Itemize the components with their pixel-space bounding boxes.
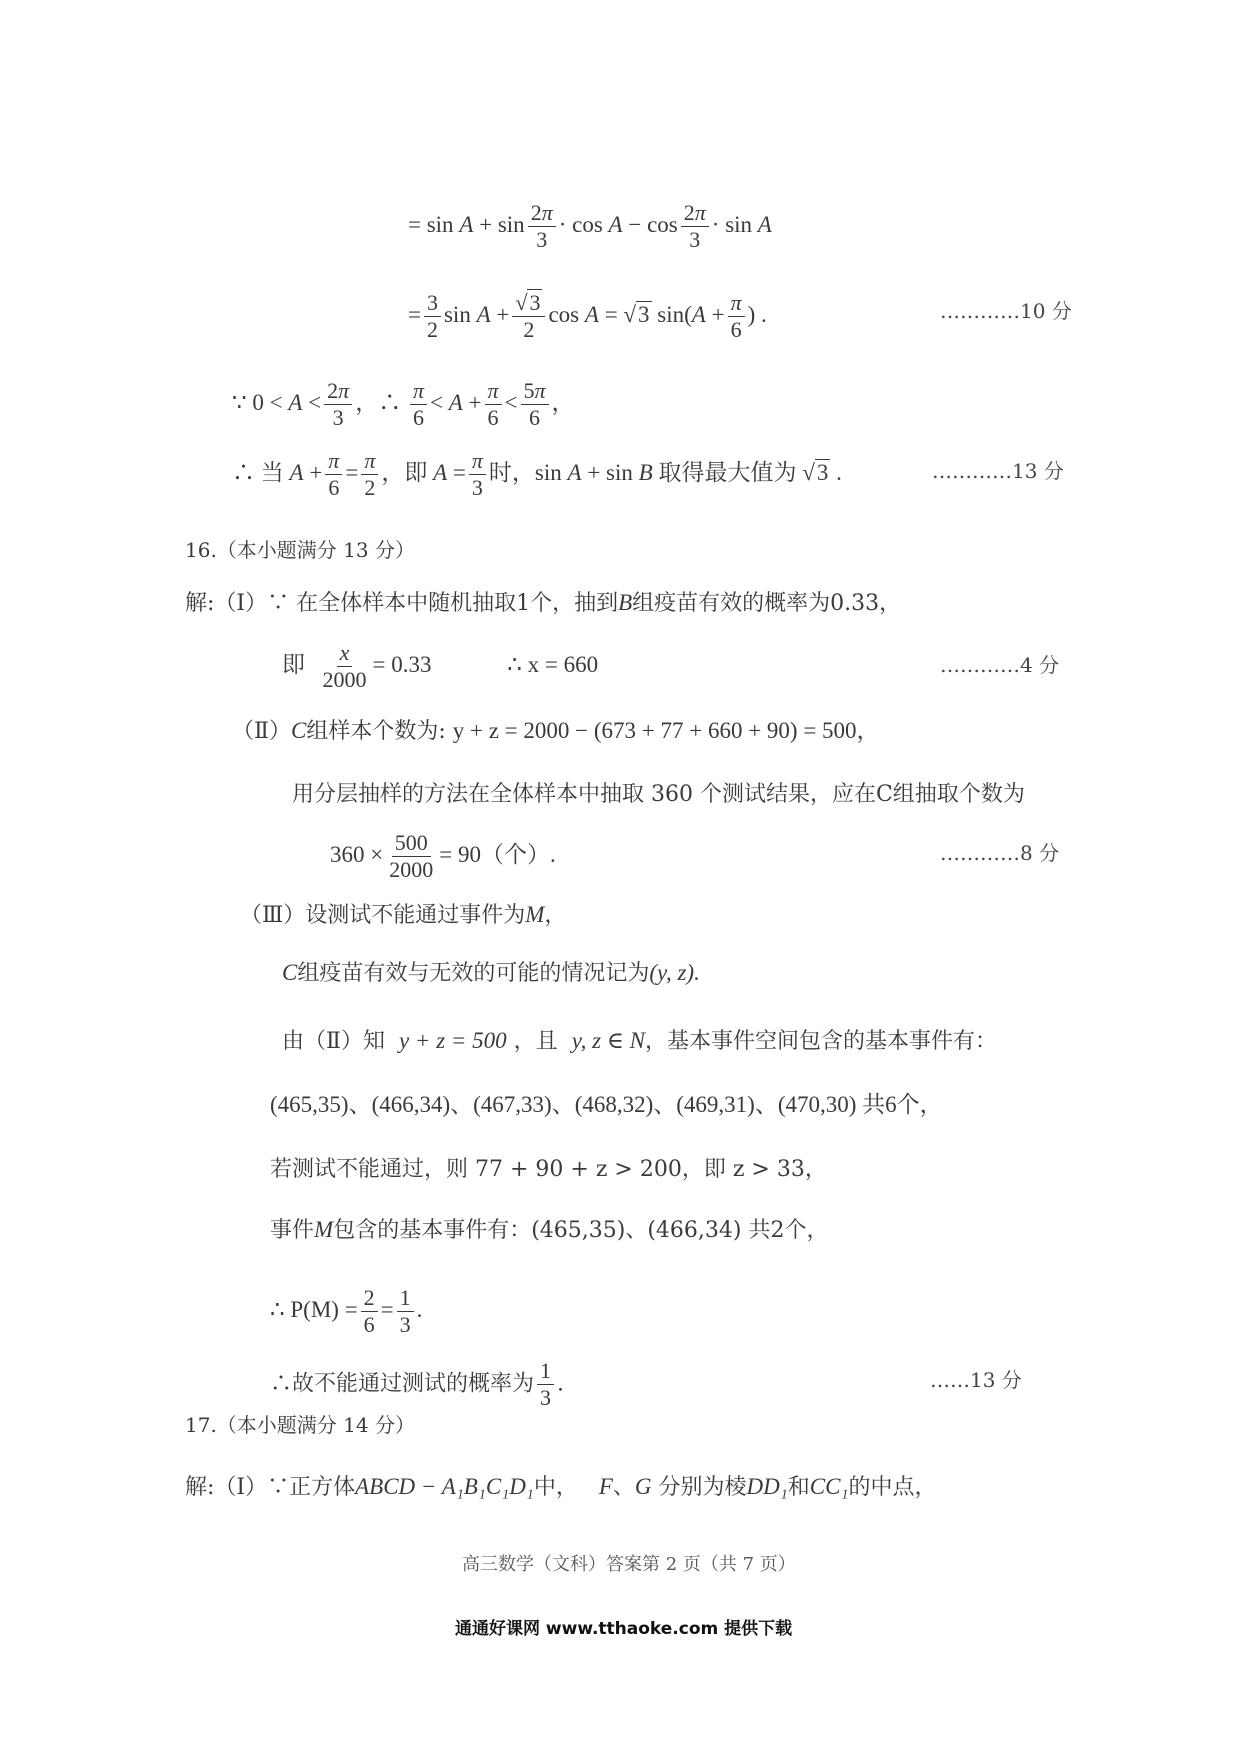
q16-part2-calc: 360 × $\frac{500}{2000}$ = 90（个）. bbox=[330, 830, 556, 882]
q16-part3-line1: （Ⅲ）设测试不能通过事件为M， bbox=[240, 902, 567, 928]
score-13a: …………13 分 bbox=[932, 459, 1064, 483]
score-10: …………10 分 bbox=[940, 299, 1072, 323]
formula-line-2: = $\frac{3}{2}$ sin A + $\frac{√3}{2}$ cos A = √3 sin(A + $\frac{\pi}{6}$ ) . bbox=[408, 290, 767, 342]
score-8: …………8 分 bbox=[940, 841, 1060, 865]
q16-part3-prob: ∴ P(M) = $\frac{2}{6}$ = $\frac{1}{3}$ . bbox=[270, 1285, 423, 1337]
q16-part3-line3: 由（Ⅱ）知 y + z = 500 ，且 y, z ∈ N，基本事件空间包含的基本事件有： bbox=[282, 1028, 997, 1054]
q16-part2-line2: 用分层抽样的方法在全体样本中抽取 360 个测试结果，应在C组抽取个数为 bbox=[292, 782, 1025, 807]
q17-part1-line: 解:（Ⅰ）∵正方体ABCD − A₁B₁C₁D₁中， F、G 分别为棱DD₁和CC₁的中点， bbox=[185, 1474, 937, 1500]
q16-part1-eq: 即 $\frac{x}{2000}$ = 0.33 ∴ x = 660 bbox=[282, 640, 599, 692]
formula-line-3: ∵ 0 < A < $\frac{2\pi}{3}$ ，∴ $\frac{\pi}{6}$ < A + $\frac{\pi}{6}$ < $\frac{5\pi}{6}$ ， bbox=[232, 378, 575, 430]
q16-part3-line2: C组疫苗有效与无效的可能的情况记为(y, z). bbox=[282, 960, 700, 986]
page-footer: 高三数学（文科）答案第 2 页（共 7 页） bbox=[462, 1554, 796, 1575]
q16-title: 16.（本小题满分 13 分） bbox=[185, 538, 415, 562]
q17-title: 17.（本小题满分 14 分） bbox=[185, 1413, 415, 1437]
q16-part1-line: 解:（Ⅰ）∵ 在全体样本中随机抽取1个，抽到B组疫苗有效的概率为0.33， bbox=[185, 590, 902, 616]
q16-part3-final: ∴故不能通过测试的概率为 $\frac{1}{3}$ . bbox=[270, 1358, 565, 1410]
q16-part3-line6: 事件M包含的基本事件有：(465,35)、(466,34) 共2个， bbox=[270, 1217, 829, 1243]
formula-line-4: ∴ 当 A + $\frac{\pi}{6}$ = $\frac{\pi}{2}$ ，即 A = $\frac{\pi}{3}$ 时，sin A + sin B 取得最大值为 √3 . bbox=[232, 448, 842, 500]
q16-part3-line5: 若测试不能通过，则 77 + 90 + z > 200，即 z > 33， bbox=[270, 1157, 827, 1182]
source-line: 通通好课网 www.tthaoke.com 提供下载 bbox=[455, 1619, 793, 1639]
q16-part3-pairs: (465,35)、(466,34)、(467,33)、(468,32)、(469,31)、(470,30) 共6个， bbox=[270, 1092, 943, 1117]
score-13b: ……13 分 bbox=[930, 1368, 1022, 1392]
q16-part2-line: （Ⅱ）C组样本个数为: y + z = 2000 − (673 + 77 + 660 + 90) = 500， bbox=[232, 718, 880, 744]
formula-line-1: = sin A + sin $\frac{2\pi}{3}$ · cos A − cos $\frac{2\pi}{3}$ · sin A bbox=[408, 200, 772, 252]
score-4: …………4 分 bbox=[940, 653, 1060, 677]
